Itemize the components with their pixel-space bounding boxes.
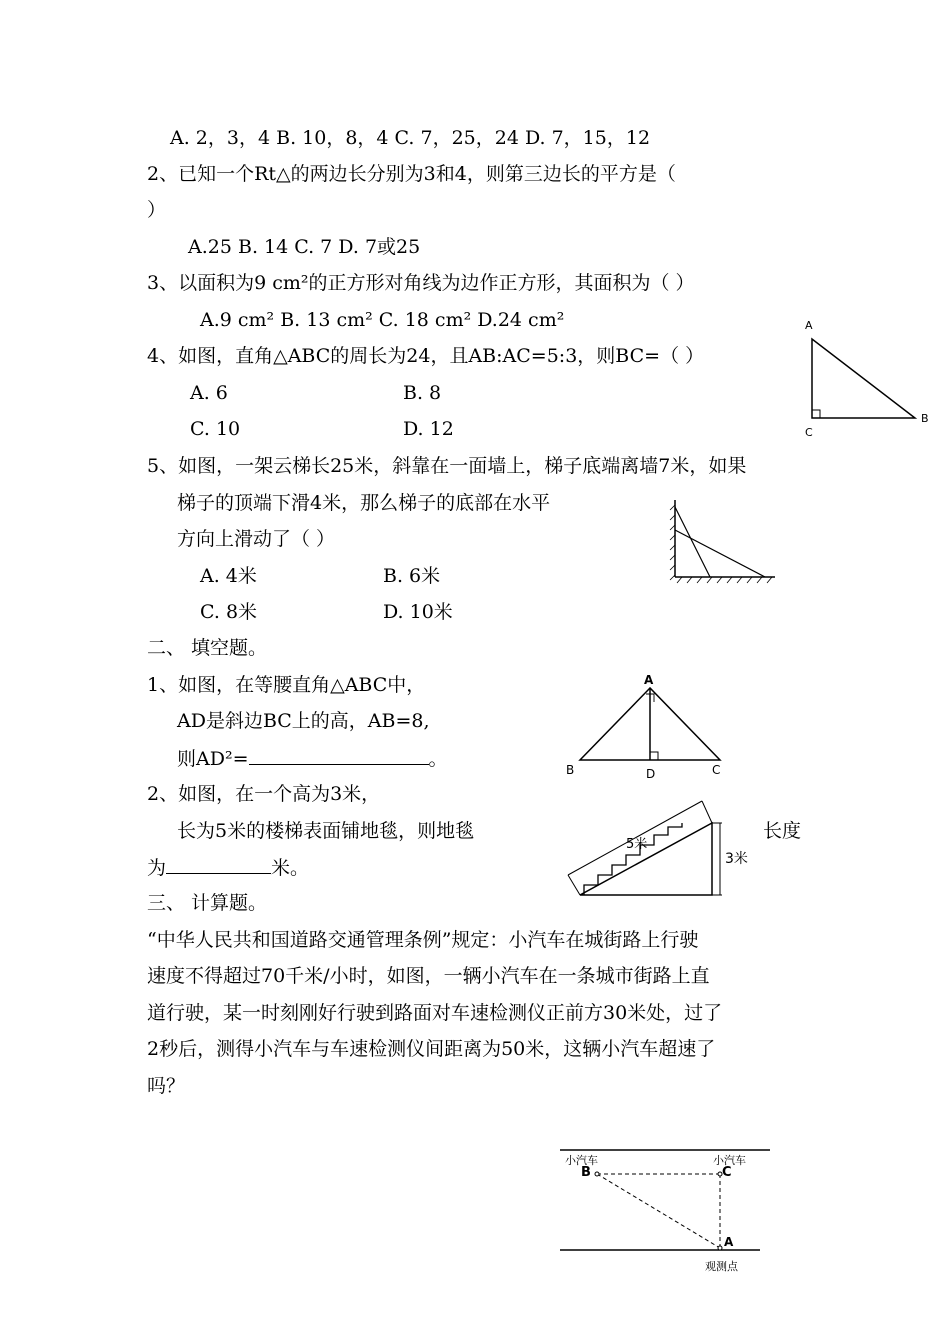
q5-line3: 方向上滑动了（ ） bbox=[177, 528, 336, 550]
fill2-answer-blank[interactable] bbox=[166, 855, 271, 874]
fill1-label-a: A bbox=[644, 673, 654, 687]
fill1-line2: AD是斜边BC上的高，AB=8, bbox=[177, 710, 430, 732]
speed-check-figure bbox=[555, 1140, 780, 1275]
q5-option-c: C. 8米 bbox=[200, 601, 258, 623]
q4-stem: 4、如图，直角△ABC的周长为24，且AB:AC=5:3，则BC=（ ） bbox=[147, 345, 705, 367]
q5-option-b: B. 6米 bbox=[383, 565, 441, 587]
fill1-label-c: C bbox=[712, 763, 721, 777]
section3-heading: 三、 计算题。 bbox=[147, 892, 268, 914]
fill2-line1: 2、如图，在一个高为3米， bbox=[147, 783, 381, 805]
fill2-label-length: 5米 bbox=[626, 837, 648, 852]
fill1-label-d: D bbox=[646, 767, 656, 781]
q5-line1: 5、如图，一架云梯长25米，斜靠在一面墙上，梯子底端离墙7米，如果 bbox=[147, 455, 747, 477]
section2-heading: 二、 填空题。 bbox=[147, 637, 268, 659]
q4-option-b: B. 8 bbox=[403, 382, 442, 404]
speed-label-b: B bbox=[581, 1165, 591, 1180]
q4-label-b: B bbox=[921, 412, 929, 425]
problem-line4: 2秒后，测得小汽车与车速检测仪间距离为50米，这辆小汽车超速了 bbox=[147, 1038, 716, 1060]
speed-label-car-right: 小汽车 bbox=[713, 1154, 746, 1167]
fill1-prefix: 则AD²= bbox=[177, 748, 249, 770]
q4-option-a: A. 6 bbox=[190, 382, 228, 404]
fill1-label-b: B bbox=[566, 763, 575, 777]
fill2-line2-tail: 长度 bbox=[763, 820, 802, 842]
q4-option-c: C. 10 bbox=[190, 418, 241, 440]
q4-label-a: A bbox=[805, 319, 813, 332]
fill1-suffix: 。 bbox=[428, 748, 448, 770]
problem-line1: “中华人民共和国道路交通管理条例”规定：小汽车在城街路上行驶 bbox=[147, 929, 699, 951]
q2-stem: 2、已知一个Rt△的两边长分别为3和4，则第三边长的平方是（ bbox=[147, 163, 676, 185]
q4-label-c: C bbox=[805, 426, 813, 439]
speed-label-observer: 观测点 bbox=[705, 1260, 738, 1273]
q1-options: A. 2，3，4 B. 10，8，4 C. 7，25，24 D. 7，15，12 bbox=[170, 127, 651, 149]
fill1-isosceles-triangle-figure bbox=[560, 670, 730, 782]
fill2-suffix: 米。 bbox=[271, 857, 310, 879]
problem-line2: 速度不得超过70千米/小时，如图，一辆小汽车在一条城市街路上直 bbox=[147, 965, 710, 987]
q5-line2: 梯子的顶端下滑4米，那么梯子的底部在水平 bbox=[177, 492, 551, 514]
q5-ladder-figure bbox=[660, 495, 780, 590]
fill2-prefix: 为 bbox=[147, 857, 167, 879]
q4-right-triangle-figure bbox=[795, 312, 935, 442]
fill1-answer-blank[interactable] bbox=[249, 746, 429, 765]
problem-line3: 道行驶，某一时刻刚好行驶到路面对车速检测仪正前方30米处，过了 bbox=[147, 1002, 723, 1024]
fill1-line3 bbox=[177, 746, 448, 771]
problem-line5: 吗？ bbox=[147, 1075, 186, 1097]
fill2-line2: 长为5米的楼梯表面铺地毯，则地毯 bbox=[177, 820, 475, 842]
fill2-staircase-figure bbox=[562, 795, 752, 903]
speed-label-a: A bbox=[724, 1235, 734, 1249]
q2-paren-close: ） bbox=[147, 199, 167, 221]
q3-options: A.9 cm² B. 13 cm² C. 18 cm² D.24 cm² bbox=[200, 309, 565, 331]
fill2-line3 bbox=[147, 855, 309, 880]
q3-stem: 3、以面积为9 cm²的正方形对角线为边作正方形，其面积为（ ） bbox=[147, 272, 695, 294]
q4-option-d: D. 12 bbox=[403, 418, 454, 440]
fill2-label-height: 3米 bbox=[725, 851, 748, 867]
speed-label-car-left: 小汽车 bbox=[565, 1154, 598, 1167]
q5-option-a: A. 4米 bbox=[200, 565, 257, 587]
q2-options: A.25 B. 14 C. 7 D. 7或25 bbox=[188, 236, 421, 258]
fill1-line1: 1、如图，在等腰直角△ABC中， bbox=[147, 674, 426, 696]
q5-option-d: D. 10米 bbox=[383, 601, 453, 623]
speed-label-c: C bbox=[722, 1165, 732, 1180]
